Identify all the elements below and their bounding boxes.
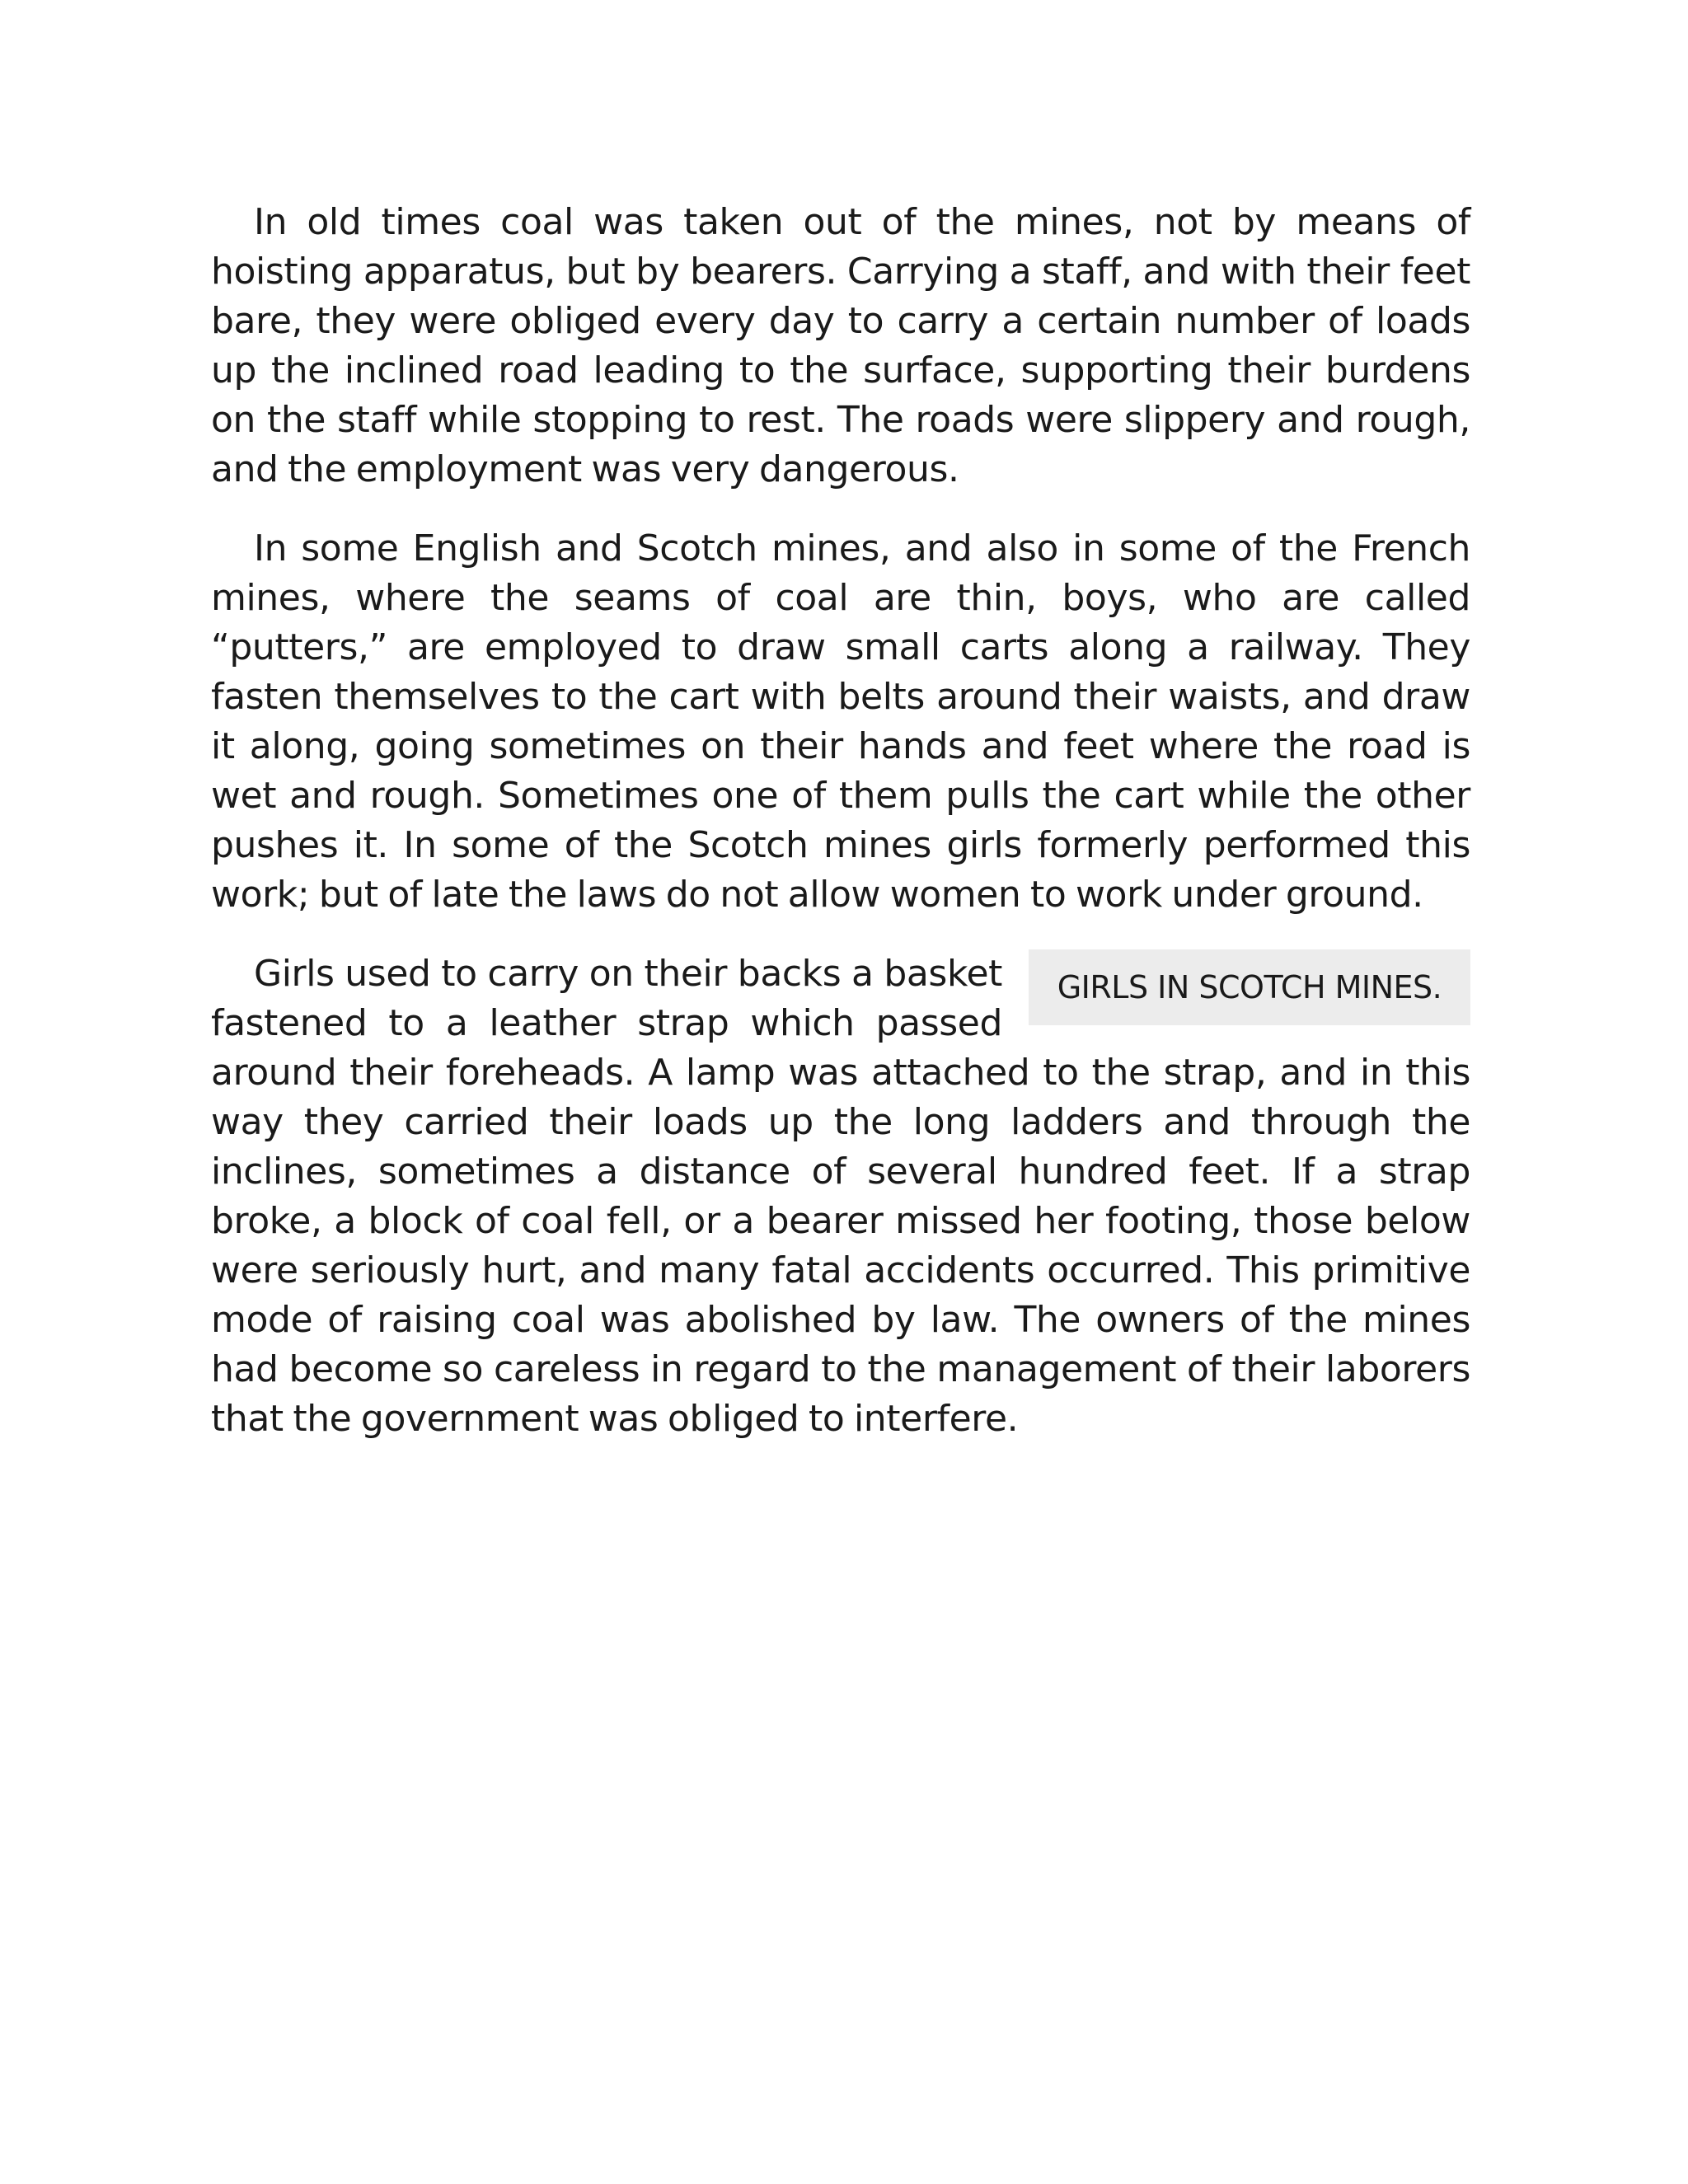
paragraph-putters: In some English and Scotch mines, and also in some of the French mines, where the seams of coal are thin, boys, who are called “putters,” are employed to draw small carts along a railway. They fasten themselves to the cart with belts around their waists, and draw it along, going sometimes on their hands and feet where the road is wet and rough. Sometimes one of them pulls the cart while the other pushes it. In some of the Scotch mines girls formerly performed this work; but of late the laws do not allow women to work under ground.: [211, 527, 1470, 916]
paragraph-girls-text: Girls used to carry on their backs a basket fastened to a leather strap which passed around their foreheads. A lamp was attached to the strap, and in this way they carried their loads up the long ladders and through the inclines, sometimes a distance of several hundred feet. If a strap broke, a block of coal fell, or a bearer missed her footing, those below were seriously hurt, and many fatal accidents occurred. This primitive mode of raising coal was abolished by law. The owners of the mines had become so careless in regard to the management of their laborers that the government was obliged to interfere.: [211, 953, 1470, 1440]
paragraph-coal-bearers: In old times coal was taken out of the mines, not by means of hoisting apparatus, but by bearers. Carrying a staff, and with their feet bare, they were obliged every day to carry a certain number of loads up the inclined road leading to the surface, supporting their burdens on the staff while stopping to rest. The roads were slippery and rough, and the employment was very dangerous.: [211, 201, 1470, 490]
body-text: [211, 198, 1470, 1474]
illustration-caption: GIRLS IN SCOTCH MINES.: [1029, 949, 1470, 1025]
paragraph-girls-in-mines: [211, 949, 1470, 1444]
